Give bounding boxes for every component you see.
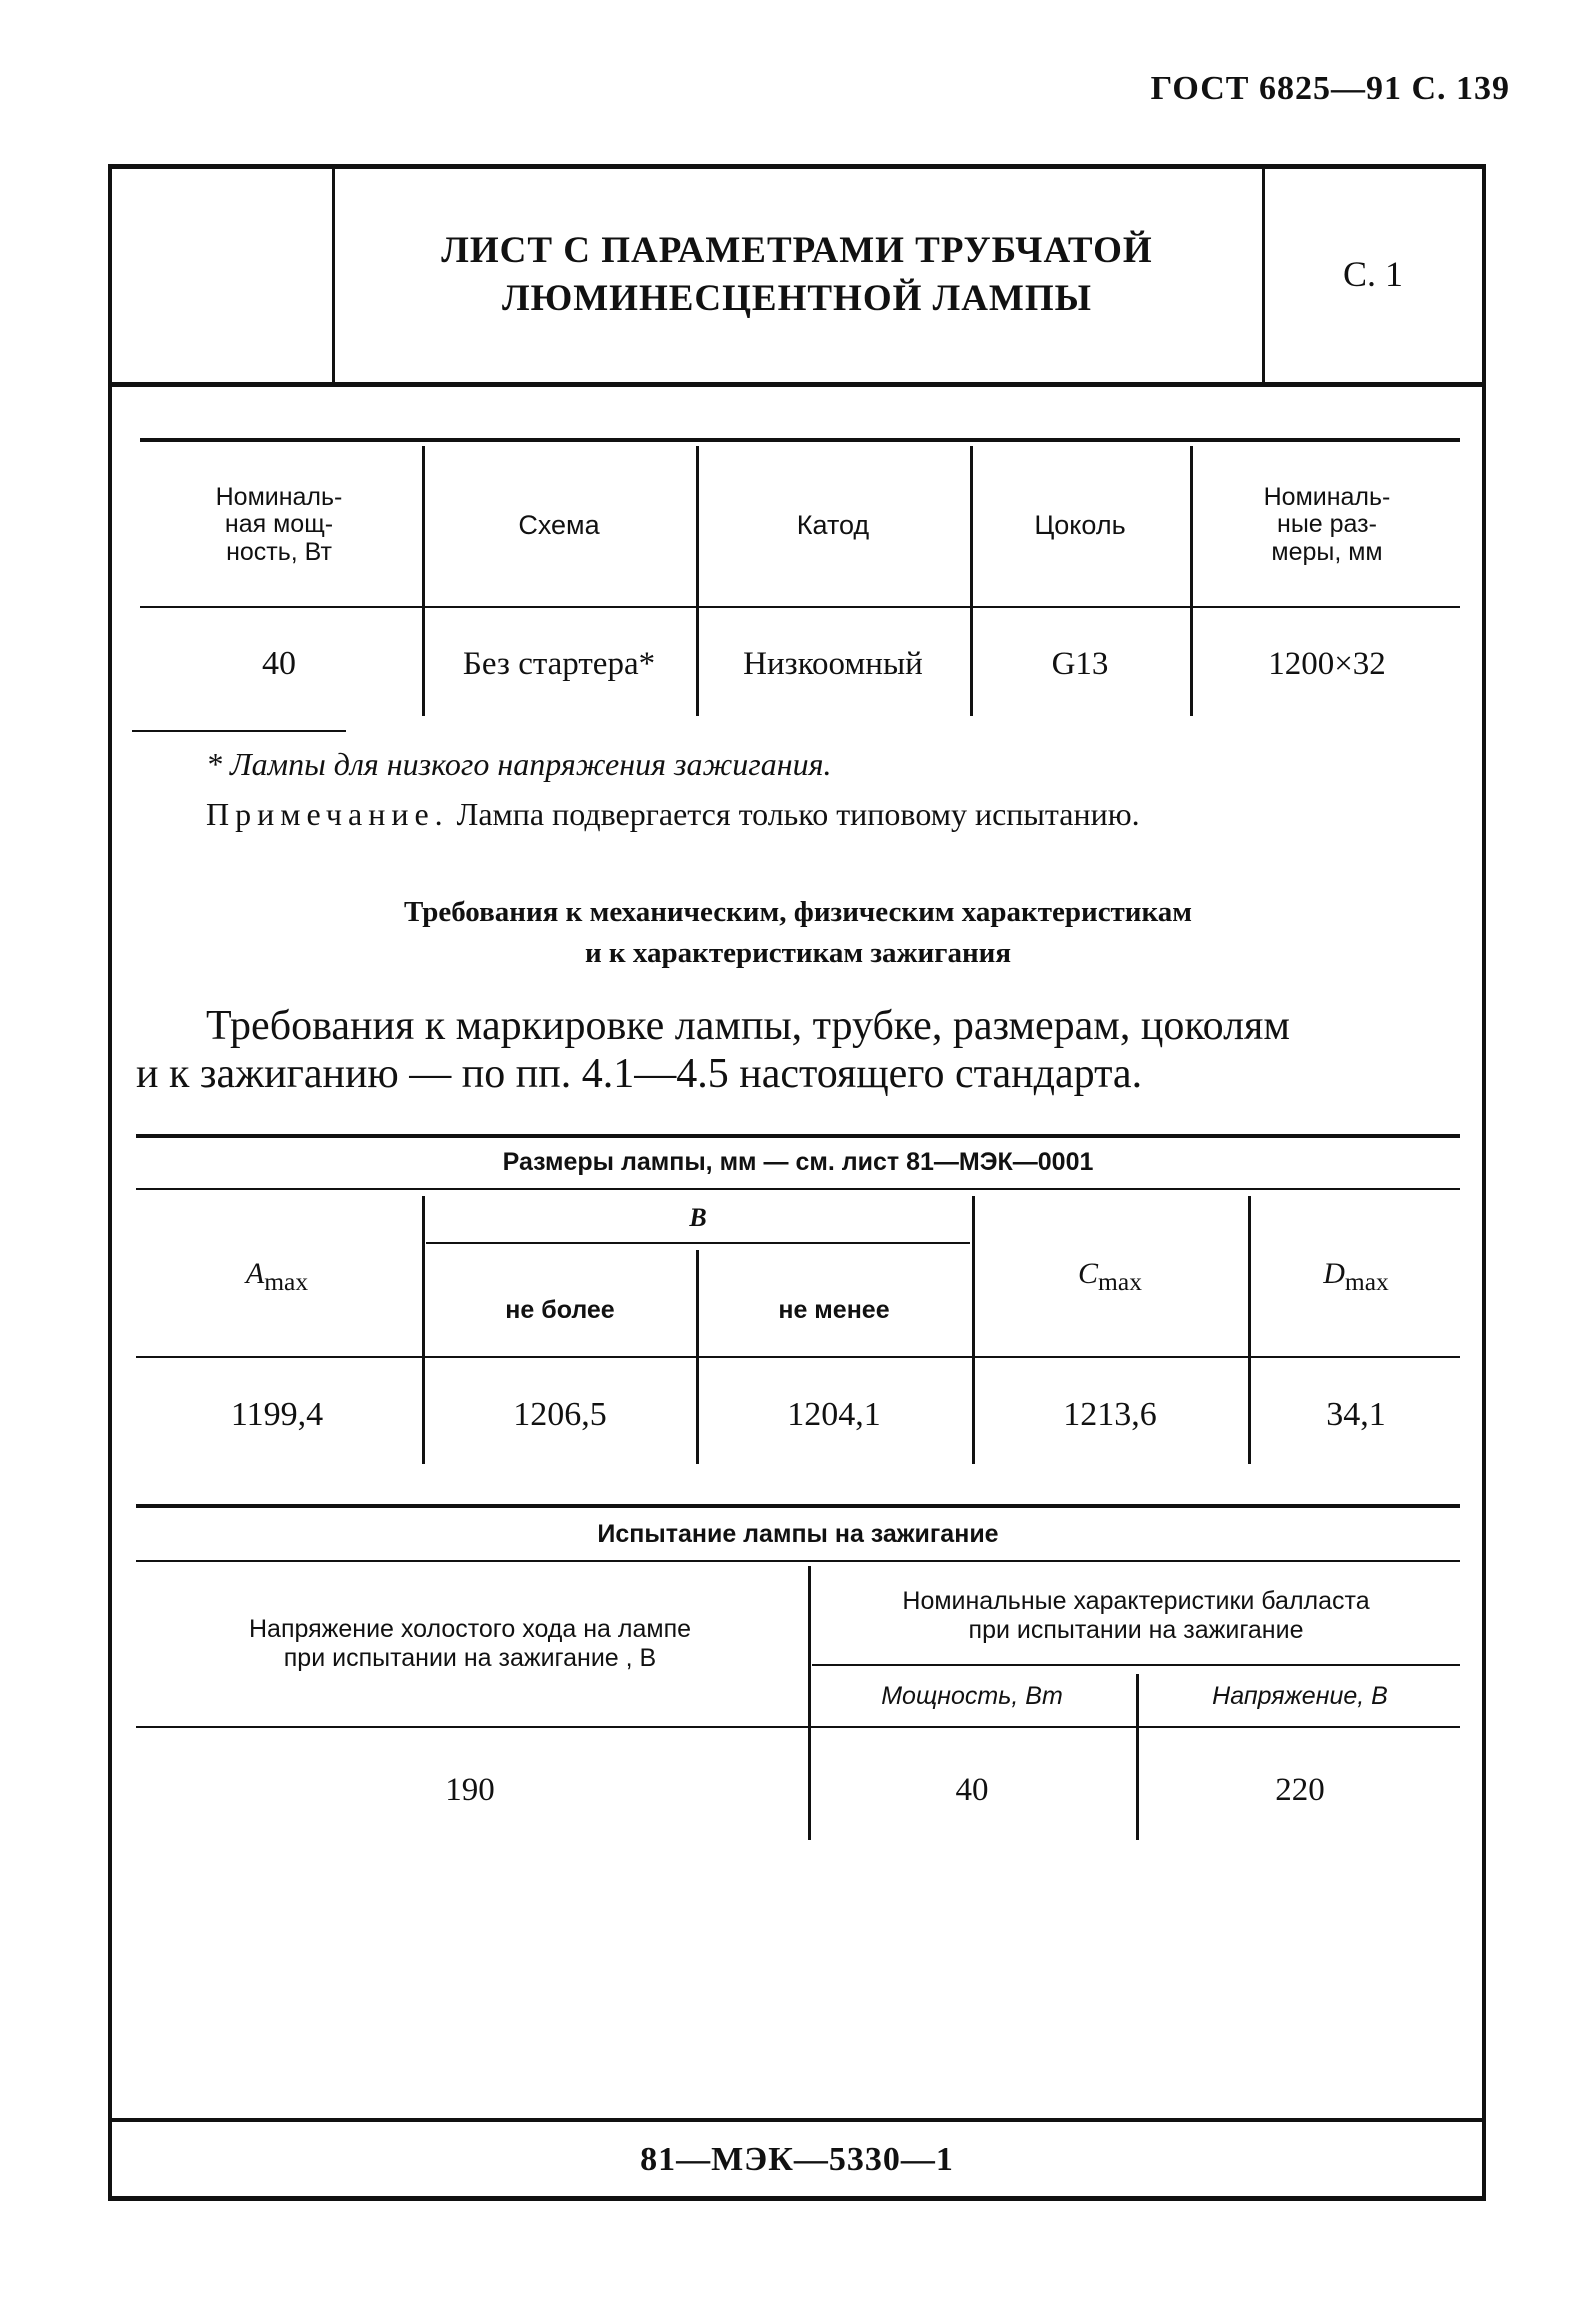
dims-cell-d: 34,1	[1326, 1396, 1386, 1434]
sheet-title-line1: ЛИСТ С ПАРАМЕТРАМИ ТРУБЧАТОЙ	[441, 229, 1153, 271]
dims-cell-c: 1213,6	[1063, 1396, 1157, 1434]
footnote-text: * Лампы для низкого напряжения зажигания.	[206, 746, 832, 782]
params-divider-1	[422, 446, 425, 716]
ignition-divider-1	[808, 1566, 811, 1840]
dims-divider-3	[972, 1196, 975, 1464]
params-header-scheme: Схема	[518, 509, 600, 540]
ignition-divider-2	[1136, 1674, 1139, 1840]
params-header-dimensions	[1194, 448, 1460, 602]
params-divider-2	[696, 446, 699, 716]
ignition-header-ballast	[812, 1572, 1460, 1660]
title-left-divider	[332, 168, 335, 382]
dims-header-d	[1252, 1196, 1460, 1352]
params-header-power	[140, 448, 418, 602]
title-bottom-rule	[108, 382, 1486, 387]
ignition-subheader-rule	[812, 1664, 1460, 1666]
note-text: Лампа подвергается только типовому испытанию.	[456, 796, 1140, 832]
ignition-cell-power: 40	[955, 1771, 989, 1808]
params-top-rule	[140, 438, 1460, 442]
params-cell-cathode: Низкоомный	[743, 645, 923, 682]
ignition-caption: Испытание лампы на зажигание	[597, 1519, 999, 1548]
ignition-header-voltage	[136, 1566, 804, 1722]
ignition-header-ballast-l1: Номинальные характеристики балласта	[902, 1587, 1370, 1616]
requirements-body-line2: и к зажиганию — по пп. 4.1—4.5 настоящего стандарта.	[136, 1051, 1143, 1097]
dims-header-b-max: не более	[505, 1295, 615, 1324]
dims-header-b-min: не менее	[778, 1295, 890, 1324]
dims-divider-4	[1248, 1196, 1251, 1464]
page-header-ref: ГОСТ 6825—91 С. 139	[1150, 70, 1510, 107]
dims-header-d-sub: max	[1344, 1266, 1389, 1296]
dims-cell-b-min: 1204,1	[787, 1396, 881, 1434]
dims-header-c	[976, 1196, 1244, 1352]
dims-b-subheader-rule	[426, 1242, 970, 1244]
params-header-power-l2: ная мощ-	[224, 510, 334, 539]
ignition-cell-voltage: 190	[445, 1771, 495, 1808]
ignition-top-rule	[136, 1504, 1460, 1508]
params-header-power-l1: Номиналь-	[215, 482, 343, 511]
ignition-header-power: Мощность, Вт	[881, 1681, 1063, 1710]
requirements-heading-line1: Требования к механическим, физическим характеристикам	[403, 896, 1193, 929]
params-divider-3	[970, 446, 973, 716]
dims-header-c-sub: max	[1098, 1266, 1142, 1296]
dims-header-b: B	[689, 1203, 707, 1233]
ignition-caption-rule	[136, 1560, 1460, 1562]
footer-sheet-code: 81—МЭК—5330—1	[640, 2141, 954, 2179]
footnote-separator	[132, 730, 346, 732]
ignition-header-voltage-l1: Напряжение холостого хода на лампе	[248, 1615, 692, 1644]
params-header-base: Цоколь	[1034, 509, 1126, 540]
params-cell-base: G13	[1051, 645, 1109, 682]
dims-header-a-sub: max	[264, 1266, 309, 1296]
ignition-header-voltage-l2: при испытании на зажигание , В	[283, 1644, 657, 1672]
frame-bottom-rule	[108, 2196, 1486, 2201]
dims-cell-a: 1199,4	[230, 1396, 324, 1434]
ignition-header-rule	[136, 1726, 1460, 1728]
sheet-title	[336, 210, 1258, 340]
ignition-header-ballast-voltage: Напряжение, В	[1212, 1681, 1388, 1710]
dims-caption-rule	[136, 1188, 1460, 1190]
params-cell-dimensions: 1200×32	[1268, 645, 1386, 682]
sheet-title-line2: ЛЮМИНЕСЦЕНТНОЙ ЛАМПЫ	[502, 278, 1092, 319]
dims-top-rule	[136, 1134, 1460, 1138]
dims-caption: Размеры лампы, мм — см. лист 81—МЭК—0001	[502, 1147, 1094, 1176]
params-header-dims-l2: ные раз-	[1277, 510, 1377, 539]
params-cell-scheme: Без стартера*	[462, 645, 656, 682]
params-divider-4	[1190, 446, 1193, 716]
frame-top-rule	[108, 164, 1486, 169]
footer-rule	[108, 2118, 1486, 2122]
dims-header-d-letter: D	[1323, 1257, 1345, 1291]
ignition-cell-ballast-voltage: 220	[1275, 1771, 1325, 1808]
note-line	[206, 796, 1140, 833]
dims-divider-1	[422, 1196, 425, 1464]
requirements-heading	[136, 890, 1460, 976]
requirements-heading-line2: и к характеристикам зажигания	[584, 937, 1012, 969]
dims-header-a-letter: A	[245, 1257, 265, 1291]
params-header-cathode: Катод	[796, 509, 870, 540]
ignition-header-ballast-l2: при испытании на зажигание	[968, 1616, 1304, 1644]
dims-header-a	[136, 1196, 418, 1352]
params-header-dims-l3: меры, мм	[1271, 537, 1383, 566]
dims-header-rule	[136, 1356, 1460, 1358]
requirements-body-line1: Требования к маркировке лампы, трубке, размерам, цоколям	[206, 1003, 1290, 1049]
params-cell-power: 40	[262, 645, 296, 683]
note-label: Примечание.	[206, 796, 449, 832]
params-header-rule	[140, 606, 1460, 608]
dims-cell-b-max: 1206,5	[513, 1396, 607, 1434]
frame-left-rule	[108, 164, 112, 2200]
title-right-divider	[1262, 168, 1265, 382]
params-header-dims-l1: Номиналь-	[1263, 482, 1391, 511]
dims-header-c-letter: C	[1078, 1257, 1099, 1291]
params-header-power-l3: ность, Вт	[226, 537, 332, 566]
frame-right-rule	[1482, 164, 1486, 2200]
sheet-page-number: С. 1	[1342, 254, 1403, 295]
